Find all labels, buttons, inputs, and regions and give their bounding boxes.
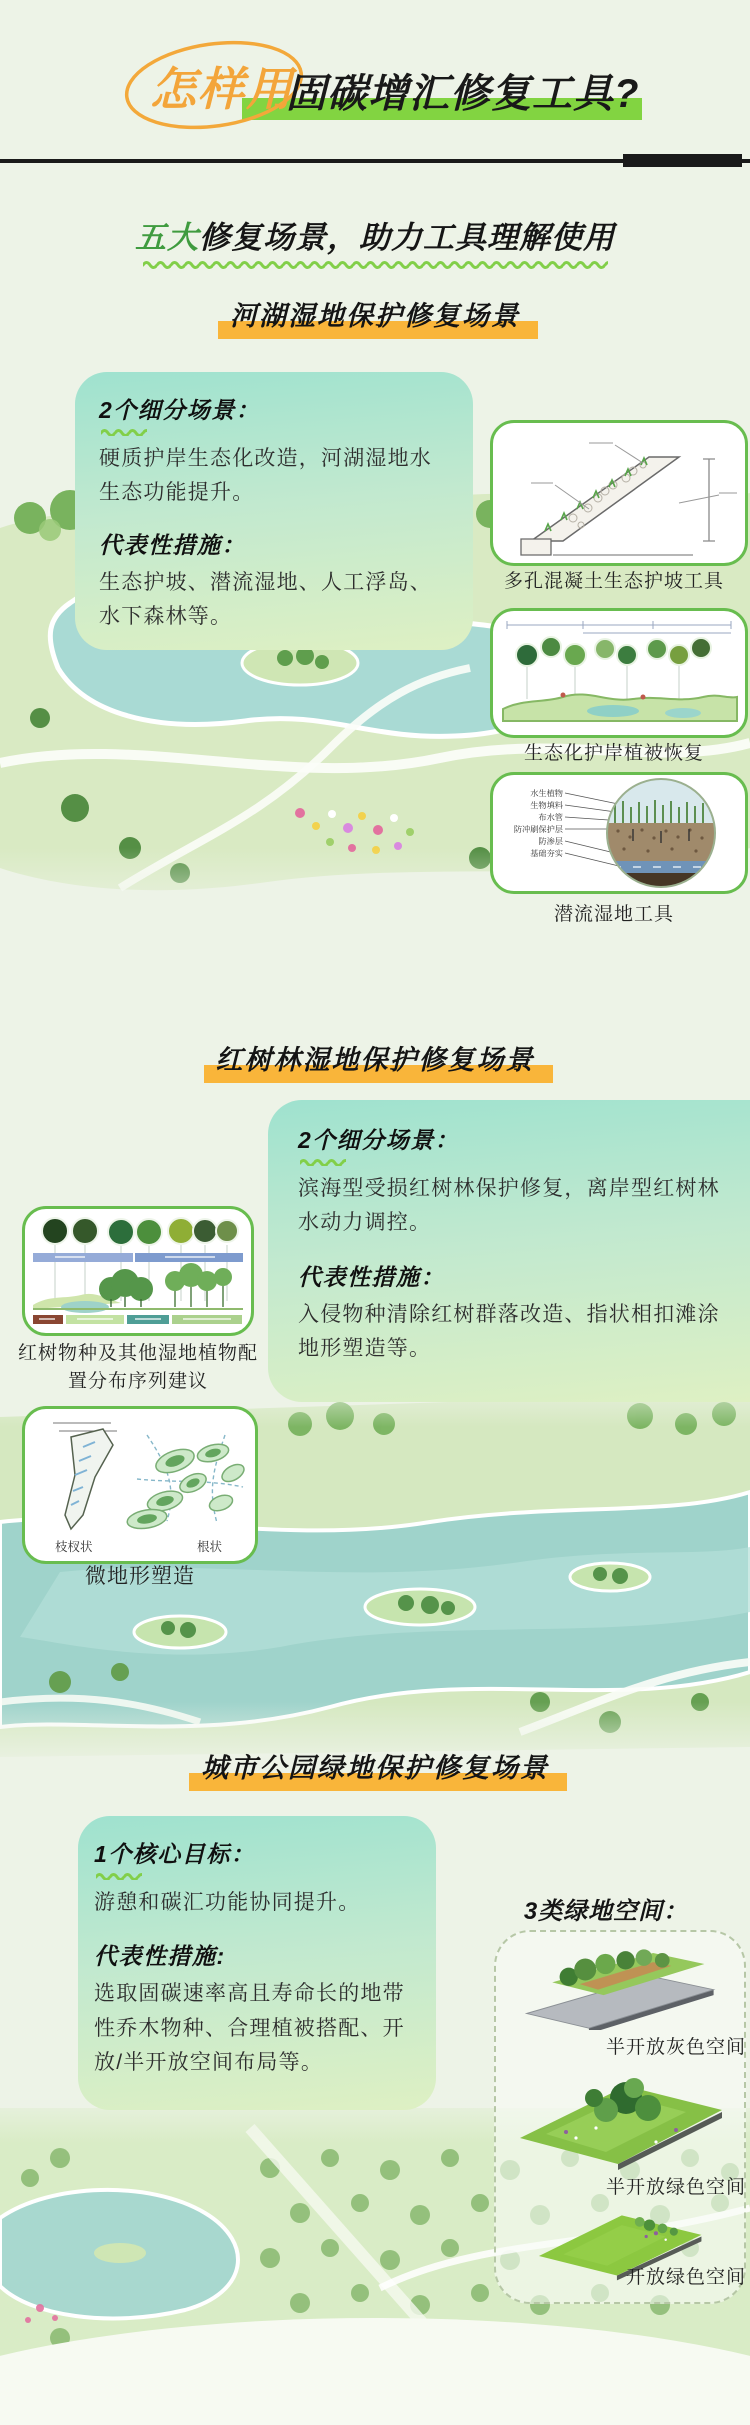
mangrove-sequence-illustration (25, 1209, 251, 1333)
green-space-title: 3类绿地空间： (523, 1898, 689, 1925)
green-space-panel (494, 1930, 746, 2304)
section1-heading-wrap (0, 294, 750, 333)
semi-open-green-space-illustration (506, 2068, 736, 2172)
section3-heading: 城市公园绿地保护修复场景 (201, 1746, 549, 1785)
mangrove-sequence-card (22, 1206, 254, 1336)
shape-label: 根状 (197, 1540, 223, 1554)
wavy-underline-icon (96, 1870, 142, 1880)
card-caption: 多孔混凝土生态护坡工具 (503, 571, 724, 592)
section2-heading-wrap (0, 1038, 750, 1077)
layer-label: 防渗层 (538, 837, 563, 846)
divider-end-block (623, 154, 742, 167)
card-caption: 生态化护岸植被恢复 (523, 743, 704, 764)
goal-body: 游憩和碳汇功能协同提升。 (94, 1891, 361, 1914)
green-space-caption: 半开放灰色空间 (605, 2037, 746, 2058)
wavy-underline-icon (143, 258, 608, 270)
subsurface-wetland-illustration (493, 775, 745, 891)
page-title-accent: 怎样用 (150, 63, 294, 115)
card-caption: 微地形塑造 (85, 1565, 195, 1588)
intro-heading-accent: 五大 (135, 220, 199, 255)
goal-label: 1个核心目标： (94, 1841, 256, 1867)
layer-label: 基础夯实 (530, 849, 563, 858)
section1-heading: 河湖湿地保护修复场景 (230, 294, 520, 333)
intro-heading (0, 212, 750, 257)
section2-scenario-box (268, 1100, 750, 1402)
section3-heading-wrap (0, 1746, 750, 1785)
section1-scenario-box (75, 372, 473, 650)
layer-label: 布水管 (538, 813, 563, 822)
revegetation-card (490, 608, 748, 738)
measures-body: 选取固碳速率高且寿命长的地带性乔木物种、合理植被搭配、开放/半开放空间布局等。 (94, 1982, 405, 2075)
layer-label: 防冲刷保护层 (513, 825, 563, 834)
card-caption: 红树物种及其他湿地植物配置分布序列建议 (17, 1343, 258, 1392)
section3-goal-box (78, 1816, 436, 2110)
measures-label: 代表性措施: (94, 1943, 226, 1970)
green-space-caption: 半开放绿色空间 (605, 2177, 746, 2198)
subsurface-wetland-card (490, 772, 748, 894)
layer-label: 生物填料 (530, 801, 563, 810)
sub-scenarios-body: 滨海型受损红树林保护修复，离岸型红树林水动力调控。 (298, 1177, 720, 1235)
layer-label: 水生植物 (530, 789, 563, 798)
semi-open-grey-space-illustration (506, 1942, 736, 2030)
section2-heading: 红树林湿地保护修复场景 (216, 1038, 535, 1077)
measures-body: 生态护坡、潜流湿地、人工浮岛、水下森林等。 (99, 570, 432, 629)
micro-topography-card (22, 1406, 258, 1564)
sub-scenarios-label: 2个细分场景： (99, 397, 261, 423)
measures-label: 代表性措施： (99, 531, 246, 558)
sub-scenarios-label: 2个细分场景： (298, 1127, 460, 1153)
revegetation-illustration (493, 611, 745, 735)
sub-scenarios-body: 硬质护岸生态化改造，河湖湿地水生态功能提升。 (99, 447, 432, 505)
slope-diagram-illustration (493, 423, 745, 563)
card-caption: 潜流湿地工具 (553, 904, 674, 925)
intro-heading-rest: 修复场景，助力工具理解使用 (199, 220, 615, 255)
page-title: 固碳增汇修复工具? (286, 72, 640, 116)
green-space-caption: 开放绿色空间 (625, 2267, 746, 2288)
wavy-underline-icon (101, 426, 147, 436)
micro-topography-illustration (25, 1409, 255, 1561)
measures-label: 代表性措施： (298, 1263, 445, 1290)
wavy-underline-icon (300, 1156, 346, 1166)
shape-label: 枝杈状 (55, 1540, 93, 1554)
measures-body: 入侵物种清除红树群落改造、指状相扣滩涂地形塑造等。 (298, 1302, 720, 1361)
slope-tool-card (490, 420, 748, 566)
